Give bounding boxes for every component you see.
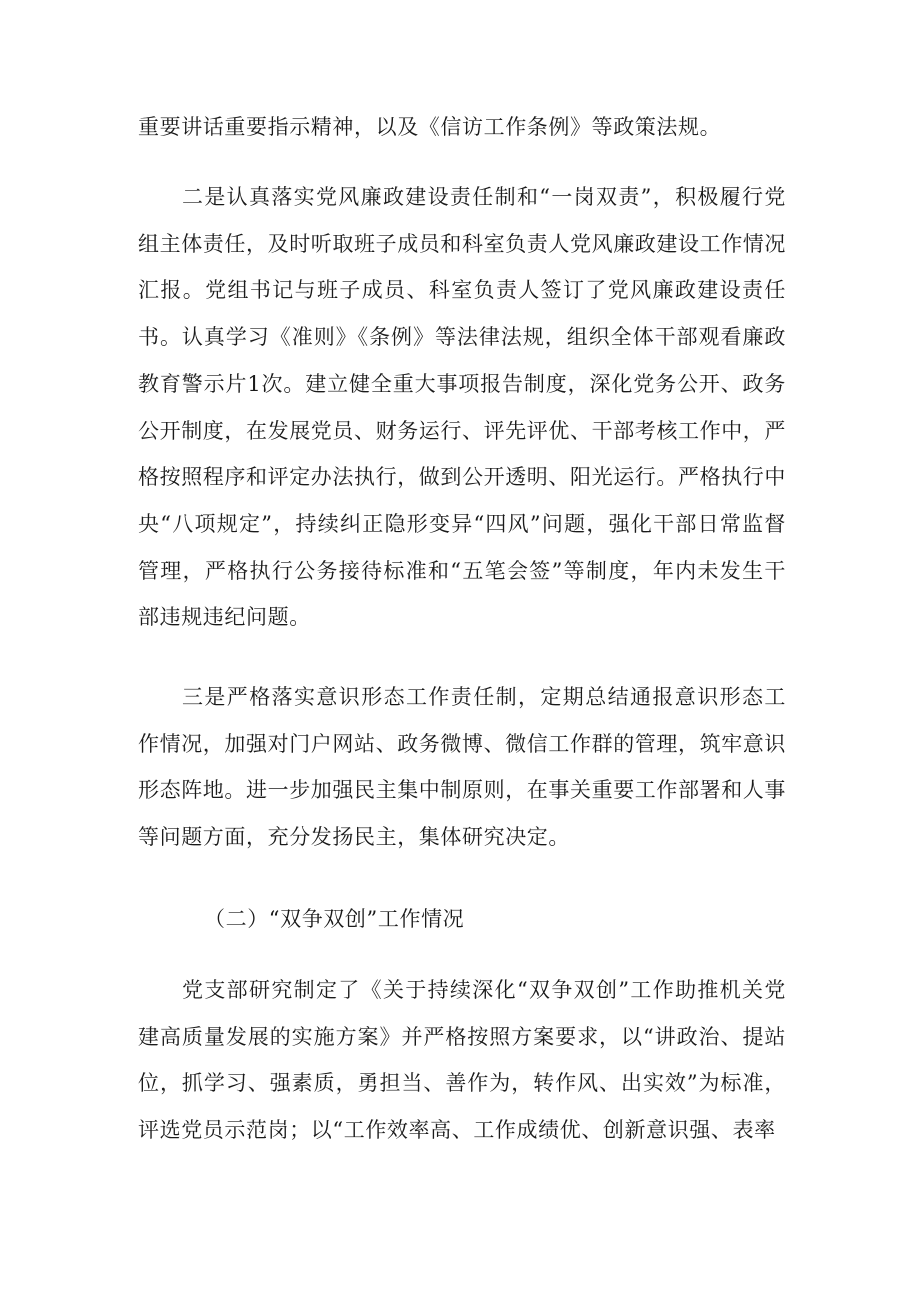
paragraph-party-conduct: 二是认真落实党风廉政建设责任制和“一岗双责”，积极履行党组主体责任，及时听取班子成员和科室负责人党风廉政建设工作情况汇报。党组书记与班子成员、科室负责人签订了党风廉政建设责任书。认真学习《准则》《条例》等法律法规，组织全体干部观看廉政教育警示片1次。建立健全重大事项报告制度，深化党务公开、政务公开制度，在发展党员、财务运行、评先评优、干部考核工作中，严格按照程序和评定办法执行，做到公开透明、阳光运行。严格执行中央“八项规定”，持续纠正隐形变异“四风”问题，强化干部日常监督管理，严格执行公务接待标准和“五笔会签”等制度，年内未发生干部违规违纪问题。 [138, 185, 786, 630]
paragraph-double-contest: 党支部研究制定了《关于持续深化“双争双创”工作助推机关党建高质量发展的实施方案》并严格按照方案要求，以“讲政治、提站位，抓学习、强素质，勇担当、善作为，转作风、出实效”为标准，评选党员示范岗；以“工作效率高、工作成绩优、创新意识强、表率 [138, 978, 786, 1143]
paragraph-ideology: 三是严格落实意识形态工作责任制，定期总结通报意识形态工作情况，加强对门户网站、政务微博、微信工作群的管理，筑牢意识形态阵地。进一步加强民主集中制原则，在事关重要工作部署和人事等问题方面，充分发扬民主，集体研究决定。 [138, 685, 786, 850]
section-heading: （二）“双争双创”工作情况 [204, 907, 465, 931]
paragraph-continuation: 重要讲话重要指示精神，以及《信访工作条例》等政策法规。 [138, 115, 722, 139]
